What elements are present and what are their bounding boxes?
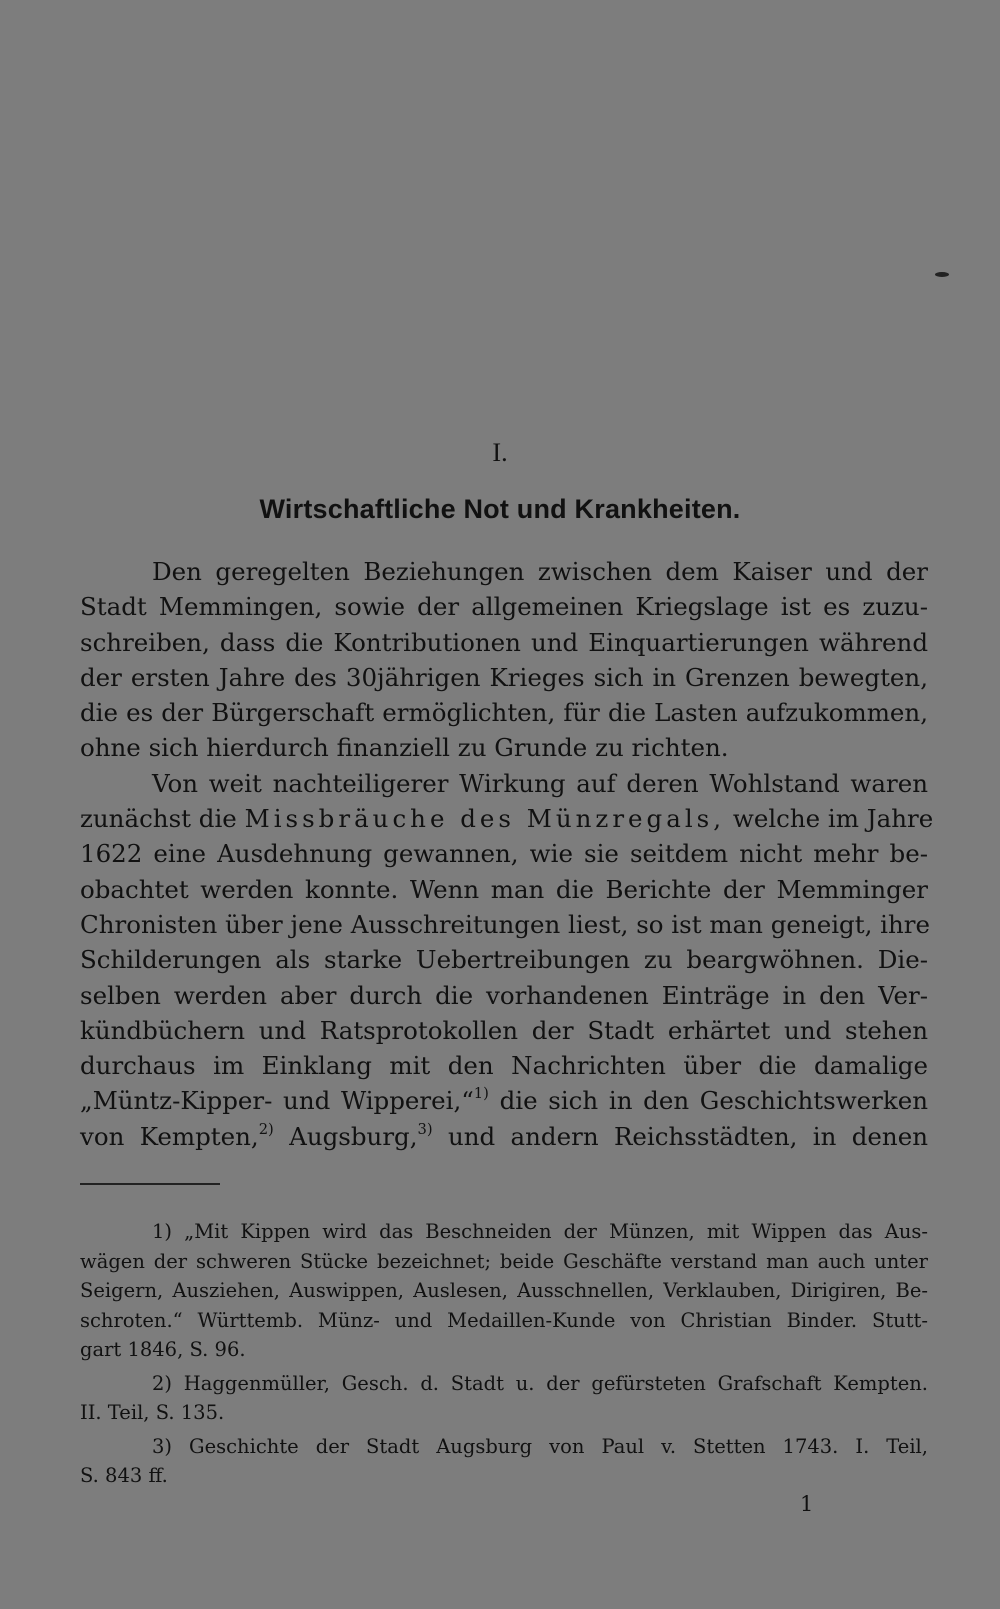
- body-line: [80, 801, 934, 836]
- footnote-line: 1) „Mit Kippen wird das Beschneiden der Münzen, mit Wippen das Aus-: [152, 1220, 928, 1243]
- body-line: kündbüchern und Ratsprotokollen der Stadt erhärtet und stehen: [80, 1015, 928, 1045]
- footnotes: [80, 1217, 928, 1491]
- footnote-separator: [80, 1183, 220, 1185]
- body-line: Den geregelten Beziehungen zwischen dem Kaiser und der: [152, 557, 928, 586]
- body-line: Von weit nachteiligerer Wirkung auf deren Wohlstand waren: [152, 768, 928, 798]
- body-line: [80, 1083, 928, 1118]
- footnote-line: gart 1846, S. 96.: [80, 1338, 246, 1361]
- body-line: durchaus im Einklang mit den Nachrichten über die damalige: [80, 1051, 928, 1081]
- chapter-number: I.: [492, 438, 508, 467]
- body-line: Stadt Memmingen, sowie der allgemeinen Kriegslage ist es zuzu-: [80, 592, 928, 622]
- body-line: 1622 eine Ausdehnung gewannen, wie sie seitdem nicht mehr be-: [80, 839, 928, 869]
- body-fragment: die sich in den Geschichtswerken: [499, 1086, 929, 1116]
- body-line: ohne sich hierdurch finanziell zu Grunde zu richten.: [80, 733, 729, 763]
- body-line: [80, 1119, 928, 1154]
- emphasis-text: Missbräuche des Münzregals,: [244, 804, 726, 834]
- body-line: der ersten Jahre des 30jährigen Krieges sich in Grenzen bewegten,: [80, 662, 928, 692]
- body-fragment: Augsburg,: [289, 1121, 418, 1151]
- body-line: schreiben, dass die Kontributionen und Einquartierungen während: [80, 627, 928, 657]
- body-line: Chronisten über jene Ausschreitungen liest, so ist man geneigt, ihre: [80, 909, 930, 939]
- body-fragment: welche im Jahre: [732, 804, 934, 834]
- page-number: 1: [800, 1492, 814, 1516]
- body-line: obachtet werden konnte. Wenn man die Berichte der Memminger: [80, 874, 928, 904]
- chapter-title: Wirtschaftliche Not und Krankheiten.: [259, 494, 741, 524]
- body-fragment: und andern Reichsstädten, in denen: [447, 1121, 928, 1151]
- footnote-line: Seigern, Ausziehen, Auswippen, Auslesen, Ausschnellen, Verklauben, Dirigiren, Be-: [80, 1279, 928, 1302]
- body-fragment: von Kempten,: [80, 1121, 259, 1151]
- footnote-line: wägen der schweren Stücke bezeichnet; beide Geschäfte verstand man auch unter: [80, 1249, 928, 1273]
- footnote-line: 3) Geschichte der Stadt Augsburg von Paul v. Stetten 1743. I. Teil,: [152, 1434, 928, 1458]
- body-fragment: „Müntz-Kipper- und Wipperei,“: [80, 1086, 474, 1116]
- footnote-line: S. 843 ff.: [80, 1464, 168, 1487]
- body-line: Schilderungen als starke Uebertreibungen zu beargwöhnen. Die-: [80, 945, 928, 975]
- footnote-marker: 2): [258, 1120, 274, 1138]
- footnote-line: II. Teil, S. 135.: [80, 1401, 225, 1424]
- body-line: selben werden aber durch die vorhandenen Einträge in den Ver-: [80, 980, 928, 1010]
- footnote-marker: 3): [417, 1120, 433, 1138]
- body-text: [80, 554, 934, 1154]
- body-fragment: zunächst die: [80, 804, 237, 834]
- print-speck: [935, 272, 949, 277]
- body-line: die es der Bürgerschaft ermöglichten, für die Lasten aufzukommen,: [80, 698, 928, 728]
- footnote-line: 2) Haggenmüller, Gesch. d. Stadt u. der gefürsteten Grafschaft Kempten.: [152, 1371, 928, 1395]
- footnote-marker: 1): [473, 1085, 489, 1103]
- footnote-line: schroten.“ Württemb. Münz- und Medaillen-Kunde von Christian Binder. Stutt-: [80, 1308, 928, 1332]
